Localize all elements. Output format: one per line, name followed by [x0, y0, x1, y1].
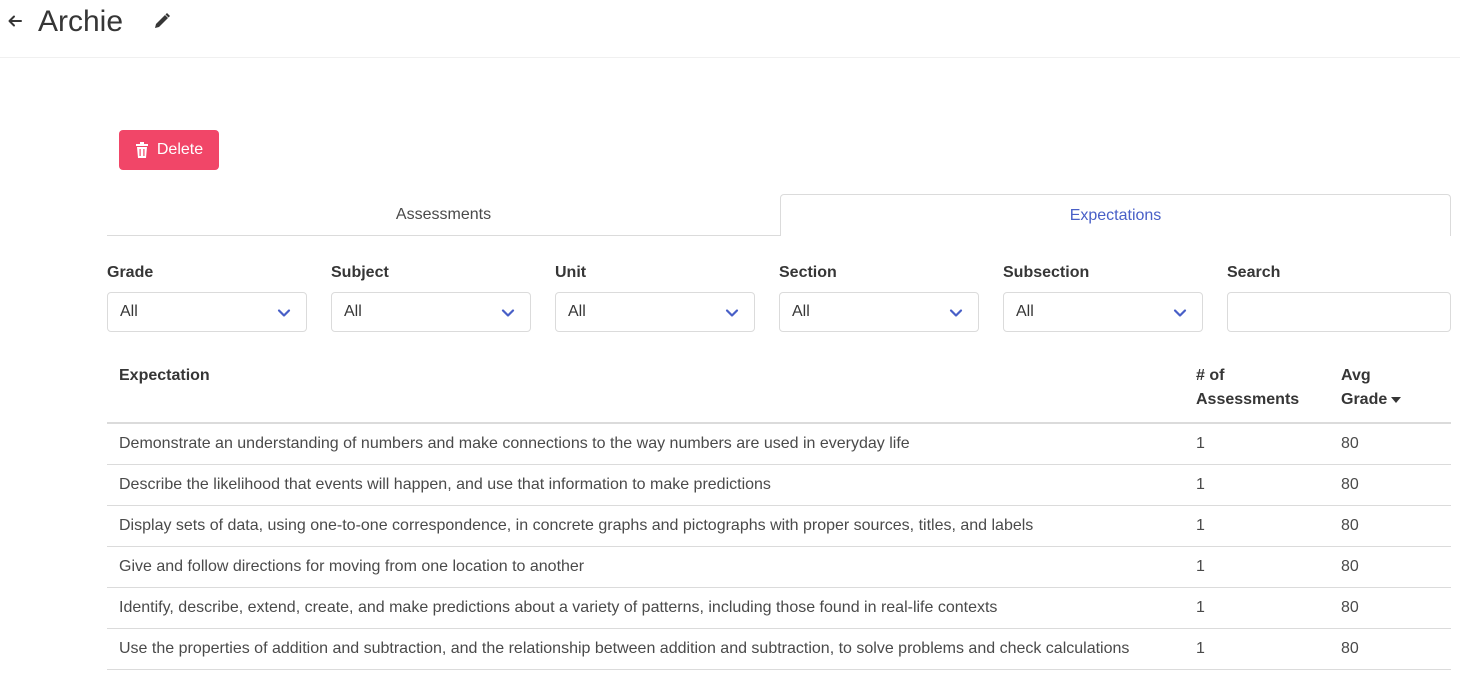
chevron-down-icon — [500, 305, 516, 321]
cell-avg-grade: 80 — [1341, 476, 1359, 493]
pencil-icon[interactable] — [153, 12, 171, 30]
chevron-down-icon — [724, 305, 740, 321]
expectations-table — [107, 356, 1451, 670]
grade-select[interactable] — [107, 292, 307, 332]
subsection-select[interactable] — [1003, 292, 1203, 332]
filter-label: Unit — [555, 264, 587, 281]
page-title: Archie — [38, 5, 124, 38]
column-header-assessments[interactable] — [1196, 364, 1316, 412]
cell-count: 1 — [1196, 517, 1205, 534]
column-header-line: Avg — [1341, 367, 1371, 384]
tabs — [107, 194, 1451, 236]
chevron-down-icon — [1172, 305, 1188, 321]
select-value: All — [344, 303, 362, 320]
cell-count: 1 — [1196, 640, 1205, 657]
select-value: All — [792, 303, 810, 320]
cell-avg-grade: 80 — [1341, 435, 1359, 452]
chevron-down-icon — [276, 305, 292, 321]
cell-count: 1 — [1196, 476, 1205, 493]
search-input[interactable] — [1227, 292, 1451, 332]
table-row[interactable] — [107, 465, 1451, 506]
cell-expectation: Display sets of data, using one-to-one correspondence, in concrete graphs and pictographs with proper sources, titles, and labels — [119, 517, 1034, 534]
cell-expectation: Describe the likelihood that events will happen, and use that information to make predictions — [119, 476, 771, 493]
filter-subsection — [1003, 262, 1203, 332]
delete-button-label: Delete — [156, 141, 204, 158]
table-row[interactable] — [107, 629, 1451, 670]
sort-descending-icon — [1391, 396, 1401, 404]
filter-label: Grade — [107, 264, 154, 281]
cell-avg-grade: 80 — [1341, 599, 1359, 616]
column-header-line — [1341, 388, 1431, 412]
filter-bar — [107, 262, 1451, 334]
chevron-down-icon — [948, 305, 964, 321]
column-header-text: Grade — [1341, 391, 1388, 408]
table-row[interactable] — [107, 424, 1451, 465]
column-header-expectation[interactable]: Expectation — [119, 367, 210, 384]
select-value: All — [1016, 303, 1034, 320]
column-header-avg-grade[interactable] — [1341, 364, 1431, 412]
filter-label: Search — [1227, 264, 1281, 281]
table-header — [107, 356, 1451, 424]
cell-avg-grade: 80 — [1341, 517, 1359, 534]
table-row[interactable] — [107, 547, 1451, 588]
column-header-line: # of — [1196, 367, 1225, 384]
filter-label: Subject — [331, 264, 389, 281]
cell-expectation: Identify, describe, extend, create, and make predictions about a variety of patterns, including those found in real-life contexts — [119, 599, 998, 616]
filter-section — [779, 262, 979, 332]
cell-count: 1 — [1196, 599, 1205, 616]
filter-label: Section — [779, 264, 837, 281]
trash-icon — [135, 142, 149, 158]
filter-unit — [555, 262, 755, 332]
select-value: All — [568, 303, 586, 320]
table-row[interactable] — [107, 588, 1451, 629]
filter-label: Subsection — [1003, 264, 1090, 281]
tab-expectations[interactable]: Expectations — [780, 194, 1451, 236]
table-row[interactable] — [107, 506, 1451, 547]
delete-button[interactable] — [119, 130, 219, 170]
filter-grade — [107, 262, 307, 332]
section-select[interactable] — [779, 292, 979, 332]
arrow-left-icon[interactable] — [6, 12, 24, 30]
cell-avg-grade: 80 — [1341, 640, 1359, 657]
unit-select[interactable] — [555, 292, 755, 332]
filter-subject — [331, 262, 531, 332]
select-value: All — [120, 303, 138, 320]
column-header-line: Assessments — [1196, 391, 1300, 408]
cell-count: 1 — [1196, 558, 1205, 575]
cell-expectation: Demonstrate an understanding of numbers and make connections to the way numbers are used in everyday life — [119, 435, 910, 452]
filter-search — [1227, 262, 1451, 332]
subject-select[interactable] — [331, 292, 531, 332]
cell-expectation: Give and follow directions for moving from one location to another — [119, 558, 585, 575]
tab-assessments[interactable]: Assessments — [107, 194, 780, 236]
cell-avg-grade: 80 — [1341, 558, 1359, 575]
cell-count: 1 — [1196, 435, 1205, 452]
cell-expectation: Use the properties of addition and subtraction, and the relationship between addition and subtraction, to solve problems and check calculations — [119, 640, 1130, 657]
page-header — [0, 0, 1460, 58]
